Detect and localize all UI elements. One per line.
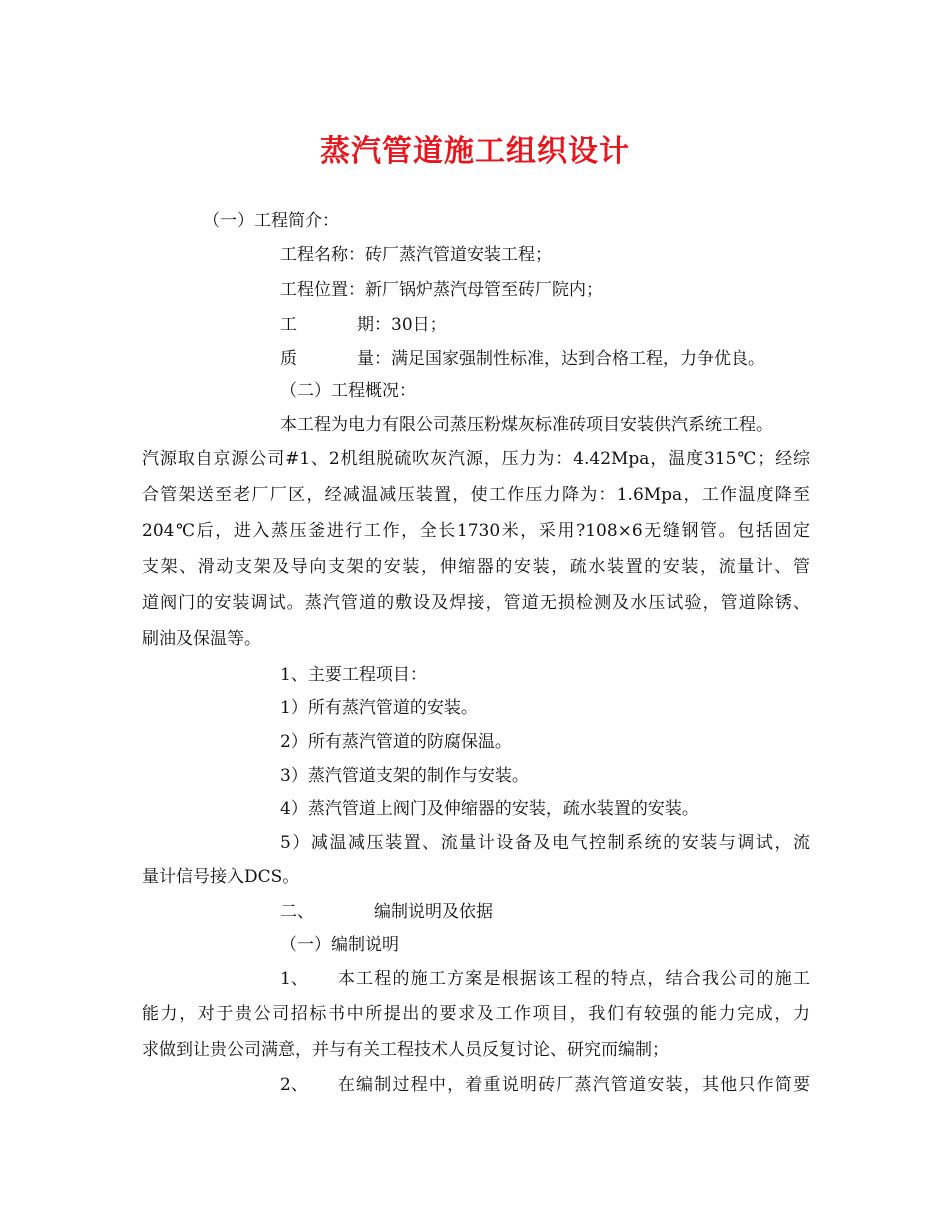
compilation-heading-number: 二、 [280, 902, 314, 922]
project-quality-line [280, 348, 765, 370]
main-item: 2）所有蒸汽管道的防腐保温。 [280, 732, 512, 752]
paragraph-2-number: 2、 [280, 1075, 308, 1095]
section-heading-overview: （一）工程简介： [203, 211, 339, 231]
period-label-b: 期：30日； [357, 315, 447, 335]
compilation-paragraph-2 [280, 1074, 810, 1096]
project-location-line: 工程位置：新厂锅炉蒸汽母管至砖厂院内； [280, 280, 603, 300]
section-heading-compilation [280, 901, 493, 923]
main-item: 3）蒸汽管道支架的制作与安装。 [280, 766, 529, 786]
summary-line: 道阀门的安装调试。蒸汽管道的敷设及焊接，管道无损检测及水压试验，管道除锈、 [142, 593, 810, 613]
document-title: 蒸汽管道施工组织设计 [320, 134, 630, 169]
main-item: 5）减温减压装置、流量计设备及电气控制系统的安装与调试，流 [280, 833, 810, 853]
main-item: 1）所有蒸汽管道的安装。 [280, 698, 478, 718]
paragraph-1-number: 1、 [280, 969, 308, 989]
summary-line: 汽源取自京源公司#1、2机组脱硫吹灰汽源，压力为：4.42Mpa，温度315℃；经综 [142, 449, 810, 469]
section-heading-summary: （二）工程概况： [280, 381, 416, 401]
main-item: 4）蒸汽管道上阀门及伸缩器的安装，疏水装置的安装。 [280, 799, 699, 819]
summary-line: 本工程为电力有限公司蒸压粉煤灰标准砖项目安装供汽系统工程。 [280, 415, 773, 435]
paragraph-1-line: 求做到让贵公司满意，并与有关工程技术人员反复讨论、研究而编制； [142, 1040, 669, 1060]
project-name-line: 工程名称：砖厂蒸汽管道安装工程； [280, 245, 552, 265]
paragraph-1-line: 能力，对于贵公司招标书中所提出的要求及工作项目，我们有较强的能力完成，力 [142, 1004, 810, 1024]
paragraph-2-line: 在编制过程中，着重说明砖厂蒸汽管道安装，其他只作简要 [337, 1075, 810, 1095]
quality-label-a: 质 [280, 349, 297, 369]
compilation-paragraph-1 [280, 968, 810, 990]
summary-line: 刷油及保温等。 [142, 629, 261, 649]
period-label-a: 工 [280, 315, 297, 335]
summary-line: 合管架送至老厂厂区，经减温减压装置，使工作压力降为：1.6Mpa，工作温度降至 [142, 485, 810, 505]
compilation-heading-text: 编制说明及依据 [374, 902, 493, 922]
paragraph-1-line: 本工程的施工方案是根据该工程的特点，结合我公司的施工 [337, 969, 810, 989]
project-period-line [280, 314, 447, 336]
summary-line: 204℃后，进入蒸压釜进行工作，全长1730米，采用?108×6无缝钢管。包括固定 [142, 521, 810, 541]
summary-line: 支架、滑动支架及导向支架的安装，伸缩器的安装，疏水装置的安装，流量计、管 [142, 557, 810, 577]
compilation-subheading: （一）编制说明 [280, 935, 399, 955]
quality-label-b: 量：满足国家强制性标准，达到合格工程，力争优良。 [357, 349, 765, 369]
main-items-heading: 1、主要工程项目： [280, 665, 427, 685]
main-item-continued: 量计信号接入DCS。 [142, 867, 300, 887]
